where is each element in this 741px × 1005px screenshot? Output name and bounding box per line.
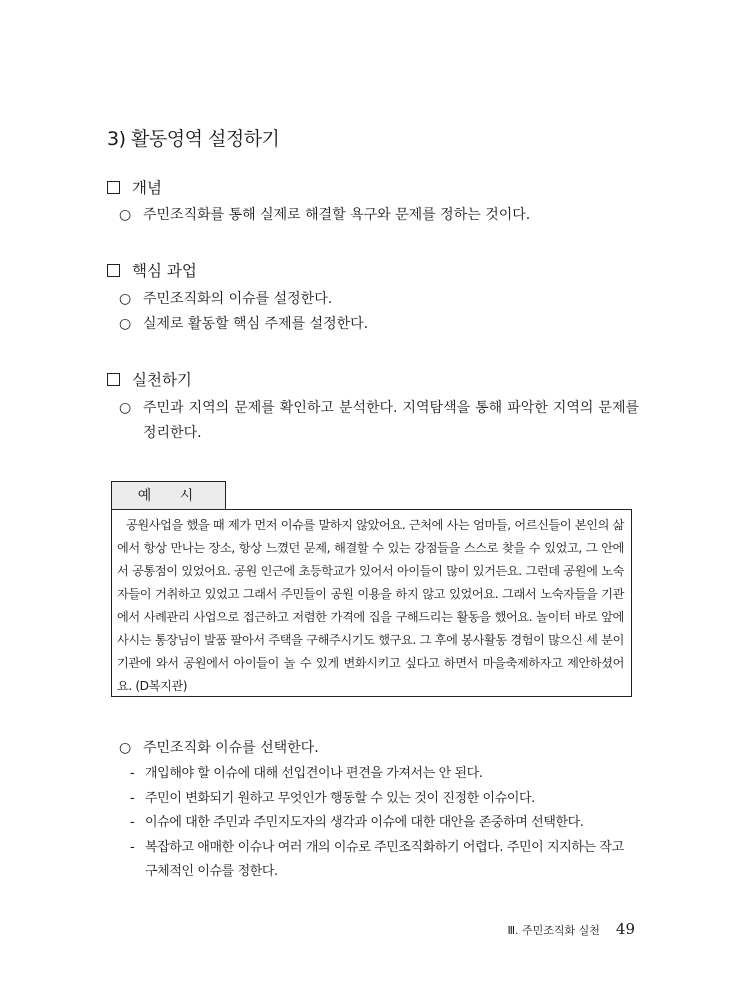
section-heading-label: 핵심 과업 bbox=[132, 262, 197, 280]
example-text: 공원사업을 했을 때 제가 먼저 이슈를 말하지 않았어요. 근처에 사는 엄마들, 어르신들이 본인의 삶에서 항상 만나는 장소, 항상 느꼈던 문제, 해결할 수 있는 강점들을 스스로 찾을 수 있었고, 그 안에서 공통점이 있었어요. 공원 인근에 초등학교가 있어서 아이들이 많이 있거든요. 그런데 공원에 노숙자들이 거취하고 있었고 그래서 주민들이 공원 이용을 하지 않고 있었어요. 그래서 노숙자들을 기관에서 사례관리 사업으로 접근하고 저렴한 가격에 집을 구해드리는 활동을 했어요. 놀이터 바로 앞에 사시는 통장님이 발품 팔아서 주택을 구해주시기도 했구요. 그 후에 봉사활동 경험이 많으신 세 분이 기관에 와서 공원에서 아이들이 놀 수 있게 변화시키고 싶다고 하면서 마을축제하자고 제안하셨어요. (D복지관) bbox=[117, 518, 624, 693]
bullet-item bbox=[119, 312, 639, 337]
dash-icon: - bbox=[130, 839, 135, 855]
section-heading-core-tasks bbox=[107, 259, 197, 281]
page-title: 3) 활동영역 설정하기 bbox=[107, 128, 280, 150]
bullet-text: 실제로 활동할 핵심 주제를 설정한다. bbox=[143, 316, 369, 332]
bullet-text: 주민조직화 이슈를 선택한다. bbox=[143, 740, 319, 756]
footer-section-title: Ⅲ. 주민조직화 실천 bbox=[507, 924, 600, 937]
list-item bbox=[130, 811, 635, 836]
circle-bullet-icon: ○ bbox=[119, 740, 132, 756]
list-item bbox=[130, 762, 635, 787]
page-number: 49 bbox=[615, 920, 635, 938]
circle-bullet-icon: ○ bbox=[119, 316, 132, 332]
section-heading-practice bbox=[107, 368, 192, 390]
circle-bullet-icon: ○ bbox=[119, 207, 132, 223]
dash-icon: - bbox=[130, 766, 135, 781]
list-item-text: 이슈에 대한 주민과 주민지도자의 생각과 이슈에 대한 대안을 존중하며 선택한다. bbox=[145, 815, 584, 830]
dash-icon: - bbox=[130, 790, 135, 806]
section-heading-label: 실천하기 bbox=[132, 371, 192, 389]
bullet-item bbox=[119, 396, 639, 446]
example-label: 예 시 bbox=[111, 481, 226, 509]
bullet-text: 주민과 지역의 문제를 확인하고 분석한다. 지역탐색을 통해 파악한 지역의 문제를 정리한다. bbox=[143, 400, 639, 441]
list-item bbox=[130, 787, 635, 812]
section-heading-concept bbox=[107, 176, 162, 198]
list-item-text: 개입해야 할 이슈에 대해 선입견이나 편견을 가져서는 안 된다. bbox=[145, 766, 483, 781]
checkbox-square-icon bbox=[107, 181, 120, 194]
bullet-item bbox=[119, 203, 639, 228]
checkbox-square-icon bbox=[107, 373, 120, 386]
list-item-text: 주민이 변화되기 원하고 무엇인가 행동할 수 있는 것이 진정한 이슈이다. bbox=[145, 790, 535, 806]
checkbox-square-icon bbox=[107, 264, 120, 277]
circle-bullet-icon: ○ bbox=[119, 291, 132, 307]
bullet-item bbox=[119, 736, 639, 761]
circle-bullet-icon: ○ bbox=[119, 400, 132, 416]
example-box bbox=[111, 509, 632, 697]
bullet-item bbox=[119, 287, 639, 312]
page-footer bbox=[507, 920, 635, 938]
bullet-text: 주민조직화의 이슈를 설정한다. bbox=[143, 291, 333, 307]
list-item-text: 복잡하고 애매한 이슈나 여러 개의 이슈로 주민조직화하기 어렵다. 주민이 지지하는 작고 구체적인 이슈를 정한다. bbox=[145, 839, 624, 879]
dash-icon: - bbox=[130, 815, 135, 830]
dash-list bbox=[130, 762, 635, 885]
bullet-text: 주민조직화를 통해 실제로 해결할 욕구와 문제를 정하는 것이다. bbox=[143, 207, 531, 223]
list-item bbox=[130, 836, 635, 885]
section-heading-label: 개념 bbox=[132, 179, 162, 197]
